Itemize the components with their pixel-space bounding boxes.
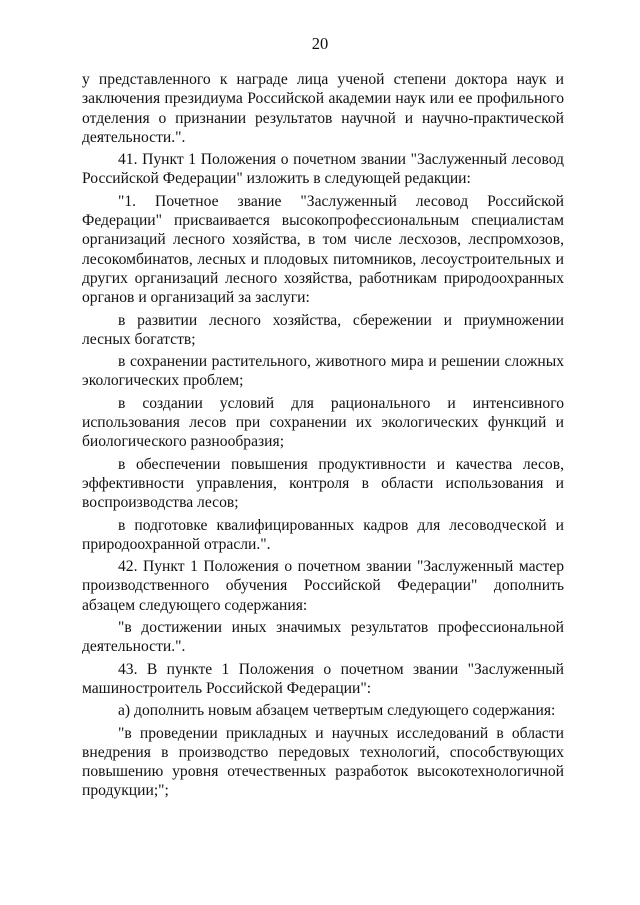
paragraph-merit-training: в подготовке квалифицированных кадров для лесоводческой и природоохранной отрасли.".: [82, 516, 564, 553]
paragraph-continuation: у представленного к награде лица ученой степени доктора наук и заключения президиума Российской академии наук или ее профильного отделения о признании результатов научной и научно-практической деятельности.".: [82, 71, 564, 146]
paragraph-item-43-a: а) дополнить новым абзацем четвертым следующего содержания:: [118, 702, 556, 720]
paragraph-merit-forest-use: в создании условий для рационального и интенсивного использования лесов при сохранении их экологических функций и биологического разнообразия;: [82, 394, 564, 451]
paragraph-item-42: 42. Пункт 1 Положения о почетном звании "Заслуженный мастер производственного обучения Российской Федерации" дополнить абзацем следующего содержания:: [82, 558, 564, 614]
paragraph-item-43-a-text: "в проведении прикладных и научных исследований в области внедрения в производство передовых технологий, способствующих повышению уровня отечественных разработок высокотехнологичной продукции;";: [82, 724, 564, 800]
paragraph-item-41: 41. Пункт 1 Положения о почетном звании "Заслуженный лесовод Российской Федерации" изложить в следующей редакции:: [82, 151, 564, 188]
paragraph-merit-ecology: в сохранении растительного, животного мира и решении сложных экологических проблем;: [82, 353, 564, 390]
page-number: 20: [311, 34, 329, 53]
paragraph-item-42-addition: "в достижении иных значимых результатов профессиональной деятельности.".: [82, 619, 564, 656]
paragraph-item-43: 43. В пункте 1 Положения о почетном звании "Заслуженный машиностроитель Российской Федерации":: [82, 660, 564, 697]
paragraph-merit-productivity: в обеспечении повышения продуктивности и качества лесов, эффективности управления, контроля в области использования и воспроизводства лесов;: [82, 455, 564, 512]
paragraph-merit-forestry: в развитии лесного хозяйства, сбережении и приумножении лесных богатств;: [82, 311, 564, 348]
document-body: [82, 70, 564, 801]
paragraph-quoted-rule: "1. Почетное звание "Заслуженный лесовод Российской Федерации" присваивается высокопрофессиональным специалистам организаций лесного хозяйства, в том числе лесхозов, леспромхозов, лесокомбинатов, лесных и плодовых питомников, лесоустроительных и других организаций лесного хозяйства, работникам природоохранных органов и организаций за заслуги:: [82, 192, 564, 307]
